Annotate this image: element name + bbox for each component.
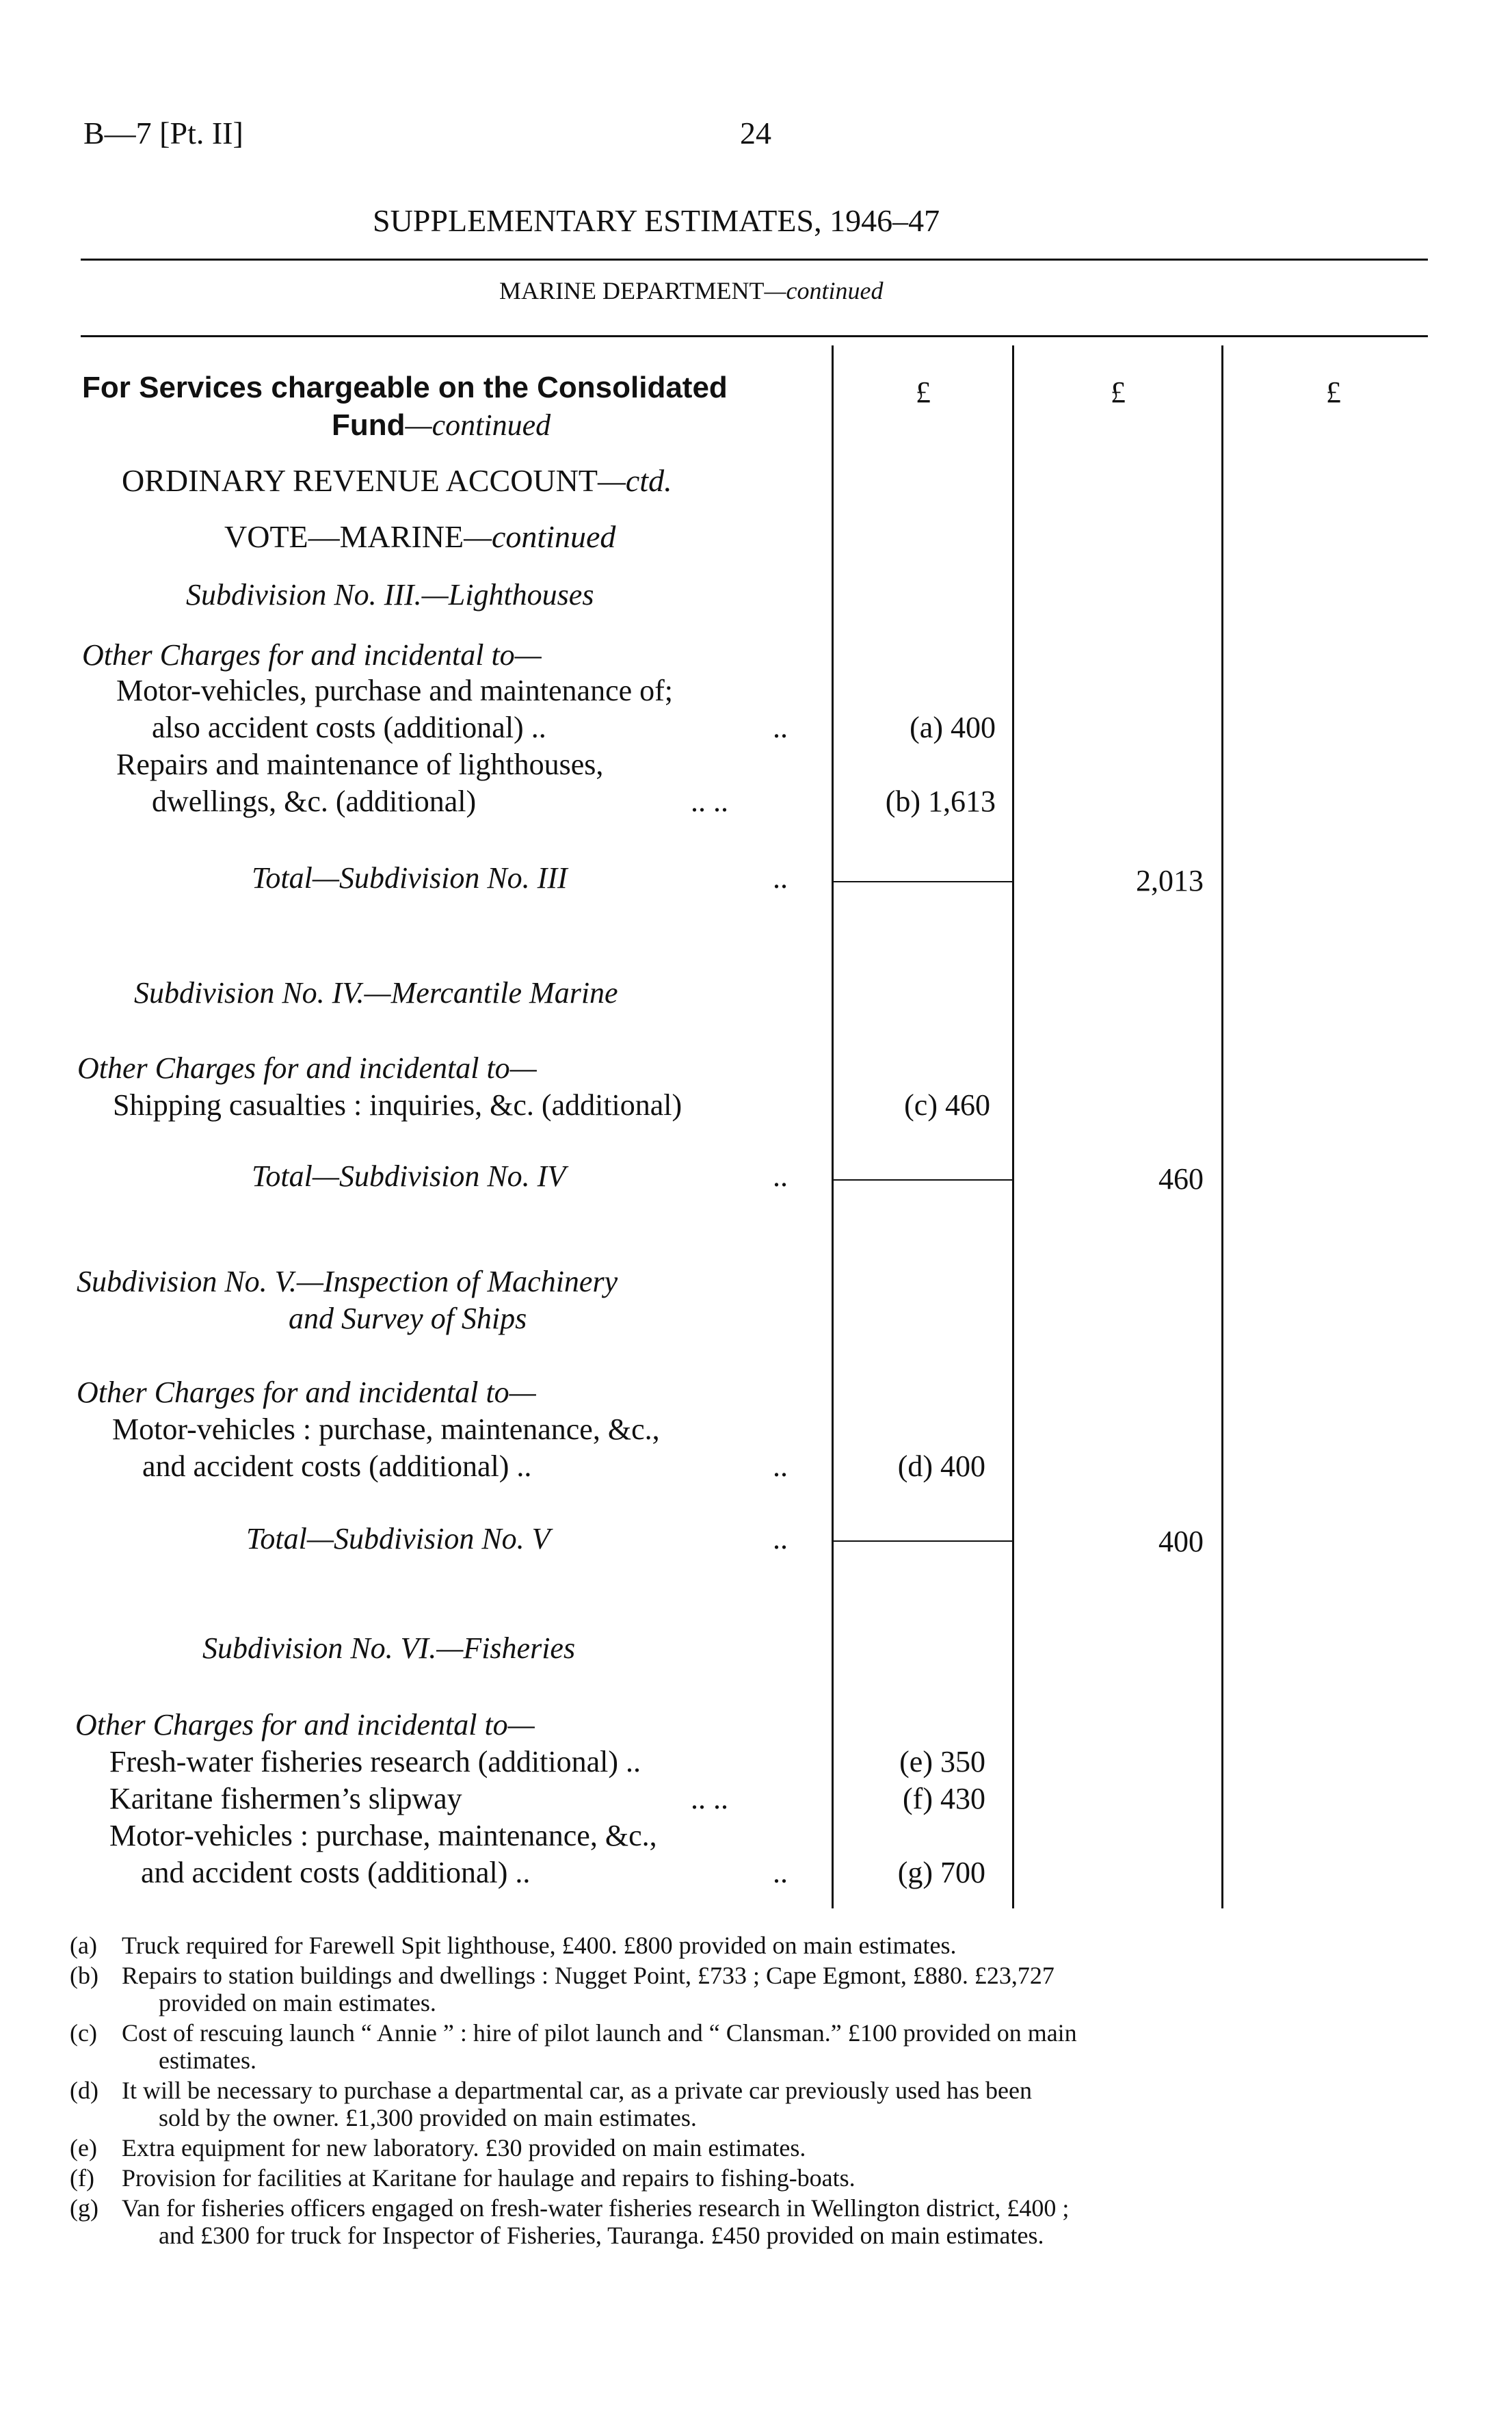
sub4-total-dots: .. <box>773 1159 788 1193</box>
footnote-g-text2: and £300 for truck for Inspector of Fisheries, Tauranga. £450 provided on main estimates. <box>159 2222 1044 2249</box>
sub3-item2-amount: (b) 1,613 <box>885 785 996 818</box>
sub3-item1-dots: .. <box>773 711 788 744</box>
sub6-other-charges: Other Charges for and incidental to— <box>75 1708 535 1742</box>
account-heading <box>122 462 672 499</box>
sub4-item1-amount: (c) 460 <box>904 1088 990 1122</box>
sub5-heading-line2: and Survey of Ships <box>289 1302 527 1335</box>
sub5-total-label: Total—Subdivision No. V <box>246 1522 551 1555</box>
sub5-total-dots: .. <box>773 1522 788 1555</box>
sub6-heading: Subdivision No. VI.—Fisheries <box>202 1631 576 1665</box>
sub6-item2-dots: .. .. <box>691 1782 728 1815</box>
vote-heading <box>224 518 615 555</box>
department-continued: —continued <box>764 277 884 304</box>
column-divider-3 <box>1221 345 1223 1908</box>
sub3-item2-dots: .. .. <box>691 785 728 818</box>
sub4-total-rule <box>833 1179 1012 1181</box>
sub3-other-charges: Other Charges for and incidental to— <box>82 638 542 672</box>
sub3-heading: Subdivision No. III.—Lighthouses <box>186 578 594 612</box>
sub3-item2-line2: dwellings, &c. (additional) <box>152 785 477 818</box>
sub4-item1-line1: Shipping casualties : inquiries, &c. (additional) <box>113 1088 682 1122</box>
department-heading <box>499 276 884 305</box>
sub5-item1-amount: (d) 400 <box>897 1449 985 1483</box>
footnote-a-text: Truck required for Farewell Spit lighthouse, £400. £800 provided on main estimates. <box>122 1932 957 1959</box>
column-divider-2 <box>1012 345 1014 1908</box>
sub4-total-amount: 460 <box>1158 1162 1204 1196</box>
footnote-e-text: Extra equipment for new laboratory. £30 provided on main estimates. <box>122 2134 806 2161</box>
sub5-item1-line2: and accident costs (additional) .. <box>142 1449 532 1483</box>
footnote-b-text1: Repairs to station buildings and dwellings : Nugget Point, £733 ; Cape Egmont, £880. £23,727 <box>122 1962 1055 1989</box>
sub5-total-amount: 400 <box>1158 1525 1204 1558</box>
sub4-other-charges: Other Charges for and incidental to— <box>77 1051 537 1085</box>
sub3-total-dots: .. <box>773 861 788 895</box>
sub3-item2-line1: Repairs and maintenance of lighthouses, <box>116 748 604 781</box>
sub3-item1-line2: also accident costs (additional) .. <box>152 711 546 744</box>
vote-continued: —continued <box>464 519 616 554</box>
sub5-total-rule <box>833 1540 1012 1542</box>
sub3-item1-amount: (a) 400 <box>910 711 996 744</box>
services-fund: Fund <box>332 408 406 442</box>
footnote-e-mark: (e) <box>70 2134 97 2161</box>
footnote-b-mark: (b) <box>70 1962 98 1989</box>
sub5-item1-line1: Motor-vehicles : purchase, maintenance, &c., <box>112 1412 660 1446</box>
page-title: SUPPLEMENTARY ESTIMATES, 1946–47 <box>373 203 940 238</box>
footnote-d-text2: sold by the owner. £1,300 provided on main estimates. <box>159 2104 697 2131</box>
services-heading-line2 <box>332 408 551 443</box>
sub3-total-rule <box>833 881 1012 882</box>
sub6-item3-line1: Motor-vehicles : purchase, maintenance, &c., <box>109 1819 657 1852</box>
sub6-item1-amount: (e) 350 <box>899 1745 985 1778</box>
col1-currency: £ <box>916 376 931 409</box>
footnote-f-mark: (f) <box>70 2164 94 2192</box>
col3-currency: £ <box>1326 376 1341 409</box>
sub5-heading-line1: Subdivision No. V.—Inspection of Machinery <box>77 1265 618 1298</box>
sub4-heading: Subdivision No. IV.—Mercantile Marine <box>134 976 618 1010</box>
footnote-d-text1: It will be necessary to purchase a departmental car, as a private car previously used has been <box>122 2077 1032 2104</box>
department-rule <box>81 335 1428 337</box>
sub6-item3-dots: .. <box>773 1856 788 1889</box>
footnote-a-mark: (a) <box>70 1932 97 1959</box>
account-name: ORDINARY REVENUE ACCOUNT <box>122 463 598 498</box>
sub3-total-amount: 2,013 <box>1136 864 1204 897</box>
sub6-item2-amount: (f) 430 <box>903 1782 985 1815</box>
footnote-d-mark: (d) <box>70 2077 98 2104</box>
vote-name: VOTE—MARINE <box>224 519 464 554</box>
department-name: MARINE DEPARTMENT <box>499 277 765 304</box>
column-divider-1 <box>832 345 834 1908</box>
footnote-f-text: Provision for facilities at Karitane for haulage and repairs to fishing-boats. <box>122 2164 856 2192</box>
footnote-c-text1: Cost of rescuing launch “ Annie ” : hire of pilot launch and “ Clansman.” £100 provided on main <box>122 2019 1077 2047</box>
account-continued: —ctd. <box>597 463 672 498</box>
sub5-item1-dots: .. <box>773 1449 788 1483</box>
services-heading-line1: For Services chargeable on the Consolidated <box>82 371 728 404</box>
title-rule <box>81 259 1428 261</box>
footnote-b-text2: provided on main estimates. <box>159 1989 436 2016</box>
sub6-item2-line1: Karitane fishermen’s slipway <box>109 1782 462 1815</box>
page-number: 24 <box>740 116 771 150</box>
services-continued: —continued <box>405 408 551 442</box>
document-reference: B—7 [Pt. II] <box>83 116 243 150</box>
footnote-g-text1: Van for fisheries officers engaged on fresh-water fisheries research in Wellington district, £400 ; <box>122 2194 1070 2222</box>
col2-currency: £ <box>1111 376 1126 409</box>
sub3-item1-line1: Motor-vehicles, purchase and maintenance of; <box>116 674 674 707</box>
footnote-c-mark: (c) <box>70 2019 97 2047</box>
sub6-item3-amount: (g) 700 <box>897 1856 985 1889</box>
footnote-g-mark: (g) <box>70 2194 98 2222</box>
sub6-item1-line1: Fresh-water fisheries research (additional) .. <box>109 1745 641 1778</box>
sub4-total-label: Total—Subdivision No. IV <box>252 1159 566 1193</box>
sub5-other-charges: Other Charges for and incidental to— <box>77 1376 536 1409</box>
sub6-item3-line2: and accident costs (additional) .. <box>141 1856 531 1889</box>
sub3-total-label: Total—Subdivision No. III <box>252 861 568 895</box>
footnote-c-text2: estimates. <box>159 2047 256 2074</box>
